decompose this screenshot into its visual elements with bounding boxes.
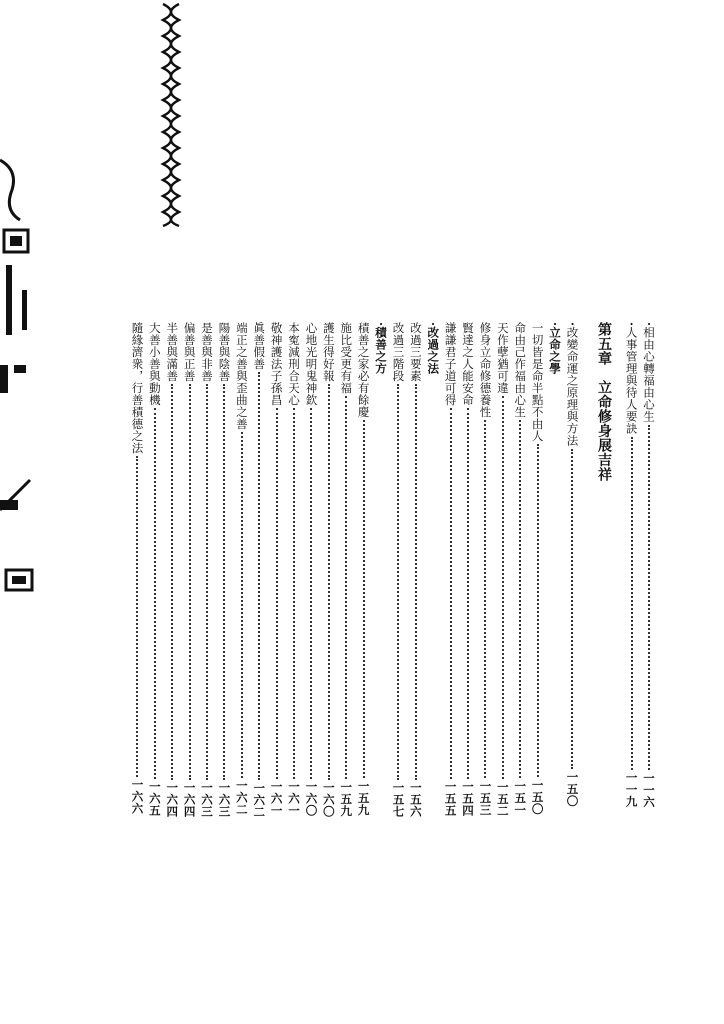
toc-title: 相由心轉福由心生 xyxy=(642,326,656,423)
toc-title: 護生得好報 xyxy=(321,322,336,382)
toc-entry xyxy=(215,322,233,822)
toc-entry xyxy=(233,322,251,822)
toc-title: 心地光明鬼神欽 xyxy=(304,322,319,406)
page-number: 一五〇 xyxy=(565,771,580,808)
toc-title: 謙謙君子道可得 xyxy=(443,322,458,406)
page-number: 一六一 xyxy=(269,780,284,817)
leader-dots xyxy=(136,456,138,777)
page-number: 一五九 xyxy=(339,781,354,817)
toc-entry xyxy=(250,322,268,822)
leader-dots xyxy=(519,420,521,778)
toc-entry xyxy=(442,322,460,822)
toc-title: 眞善假善 xyxy=(252,322,267,370)
leader-dots xyxy=(467,408,469,779)
decorative-border-band xyxy=(158,0,184,228)
bullet-dot: · xyxy=(548,322,563,327)
toc-entry xyxy=(476,322,494,822)
page-number: 一六三 xyxy=(217,781,232,818)
page-number: 一一九 xyxy=(624,771,639,808)
toc-entry xyxy=(389,322,407,822)
page-number: 一六四 xyxy=(165,781,180,818)
toc-entry xyxy=(320,322,338,822)
page-number: 一一六 xyxy=(642,772,656,809)
bullet-dot: · xyxy=(374,322,389,327)
toc-title: 敬神護法子孫昌 xyxy=(269,322,284,406)
toc-entry xyxy=(128,322,146,822)
bullet-dot: · xyxy=(565,322,580,327)
page-number: 一六四 xyxy=(182,781,197,818)
toc-title: 改過三階段 xyxy=(391,322,406,382)
toc-entry xyxy=(198,322,216,822)
toc-section xyxy=(424,322,442,822)
page-number: 一五一 xyxy=(513,780,528,816)
page-number: 一六〇 xyxy=(321,781,336,818)
page-number: 一五七 xyxy=(391,781,406,818)
leader-dots xyxy=(293,408,295,779)
toc-title: 偏善與正善 xyxy=(182,322,197,382)
toc-title: 陽善與陰善 xyxy=(217,322,232,382)
toc-title: 半善與滿善 xyxy=(165,322,180,382)
chapter-heading xyxy=(593,322,613,822)
page-number: 一五九 xyxy=(356,780,371,816)
toc-entry xyxy=(459,322,477,822)
leader-dots xyxy=(450,408,452,779)
toc-title: 立命之學 xyxy=(548,326,563,375)
toc-title: 是善與非善 xyxy=(200,322,215,382)
leader-dots xyxy=(328,384,330,780)
leader-dots xyxy=(189,384,191,780)
leader-dots xyxy=(154,408,156,779)
toc-title: 賢達之人能安命 xyxy=(461,322,476,406)
toc-entry xyxy=(623,322,641,822)
bullet-dot: · xyxy=(642,322,656,327)
toc-entry xyxy=(181,322,199,822)
leader-dots xyxy=(223,384,225,780)
leader-dots xyxy=(537,444,539,777)
leader-dots xyxy=(345,396,347,779)
leader-dots xyxy=(171,384,173,780)
toc-title: 積善之家必有餘慶 xyxy=(356,322,371,418)
page-number: 一五〇 xyxy=(530,779,545,815)
toc-entry xyxy=(355,322,373,822)
toc-entry xyxy=(640,322,658,822)
toc-section xyxy=(372,322,390,822)
toc-title: 改變命運之原理與方法 xyxy=(565,326,580,447)
toc-title: 天作孽猶可違 xyxy=(495,322,510,394)
toc-title: 人事管理與待人要訣 xyxy=(624,326,639,435)
page-edge-ornament xyxy=(0,150,42,620)
table-of-contents xyxy=(120,322,656,842)
toc-title: 改過之法 xyxy=(426,326,441,375)
toc-title: 大善小善與動機 xyxy=(147,322,162,406)
bullet-dot: · xyxy=(426,322,441,327)
toc-entry xyxy=(529,322,547,822)
toc-entry xyxy=(285,322,303,822)
leader-dots xyxy=(648,425,650,771)
toc-entry xyxy=(337,322,355,822)
page-number: 一六二 xyxy=(234,779,249,816)
leader-dots xyxy=(484,420,486,778)
leader-dots xyxy=(363,420,365,778)
toc-entry xyxy=(511,322,529,822)
leader-dots xyxy=(415,384,417,780)
leader-dots xyxy=(258,372,260,780)
page-number: 一六三 xyxy=(200,781,215,818)
page-number: 一五二 xyxy=(495,781,510,817)
toc-title: 改過三要素 xyxy=(408,322,423,382)
toc-entry xyxy=(407,322,425,822)
page-number: 一六五 xyxy=(147,780,162,817)
leader-dots xyxy=(502,396,504,779)
toc-title: 積善之方 xyxy=(374,326,389,375)
toc-title: 修身立命修德養性 xyxy=(478,322,493,418)
page-number: 一五三 xyxy=(478,780,493,816)
bullet-dot: · xyxy=(624,322,639,327)
toc-title: 第五章 立命修身展吉祥 xyxy=(596,322,613,482)
page-number: 一六六 xyxy=(130,778,145,815)
toc-entry xyxy=(146,322,164,822)
leader-dots xyxy=(397,384,399,780)
leader-dots xyxy=(310,408,312,779)
leader-dots xyxy=(276,408,278,779)
leader-dots xyxy=(206,384,208,780)
page-number: 一六一 xyxy=(287,780,302,817)
toc-entry xyxy=(302,322,320,822)
toc-entry xyxy=(268,322,286,822)
page-number: 一五五 xyxy=(443,780,458,817)
leader-dots xyxy=(631,437,633,770)
page-number: 一五四 xyxy=(461,780,476,817)
page-number: 一六二 xyxy=(252,782,267,818)
toc-entry xyxy=(163,322,181,822)
toc-section xyxy=(546,322,564,822)
toc-title: 端正之善與歪曲之善 xyxy=(234,322,249,430)
toc-title: 一切皆是命半點不由人 xyxy=(530,322,545,442)
toc-entry xyxy=(563,322,581,822)
toc-title: 施比受更有福 xyxy=(339,322,354,394)
toc-title: 隨緣濟衆，行善積德之法 xyxy=(130,322,145,454)
toc-title: 本寃減刑合天心 xyxy=(287,322,302,406)
page-number: 一五六 xyxy=(408,781,423,818)
page-number: 一六〇 xyxy=(304,780,319,817)
toc-title: 命由己作福由心生 xyxy=(513,322,528,418)
leader-dots xyxy=(571,449,573,770)
leader-dots xyxy=(241,432,243,778)
toc-entry xyxy=(494,322,512,822)
